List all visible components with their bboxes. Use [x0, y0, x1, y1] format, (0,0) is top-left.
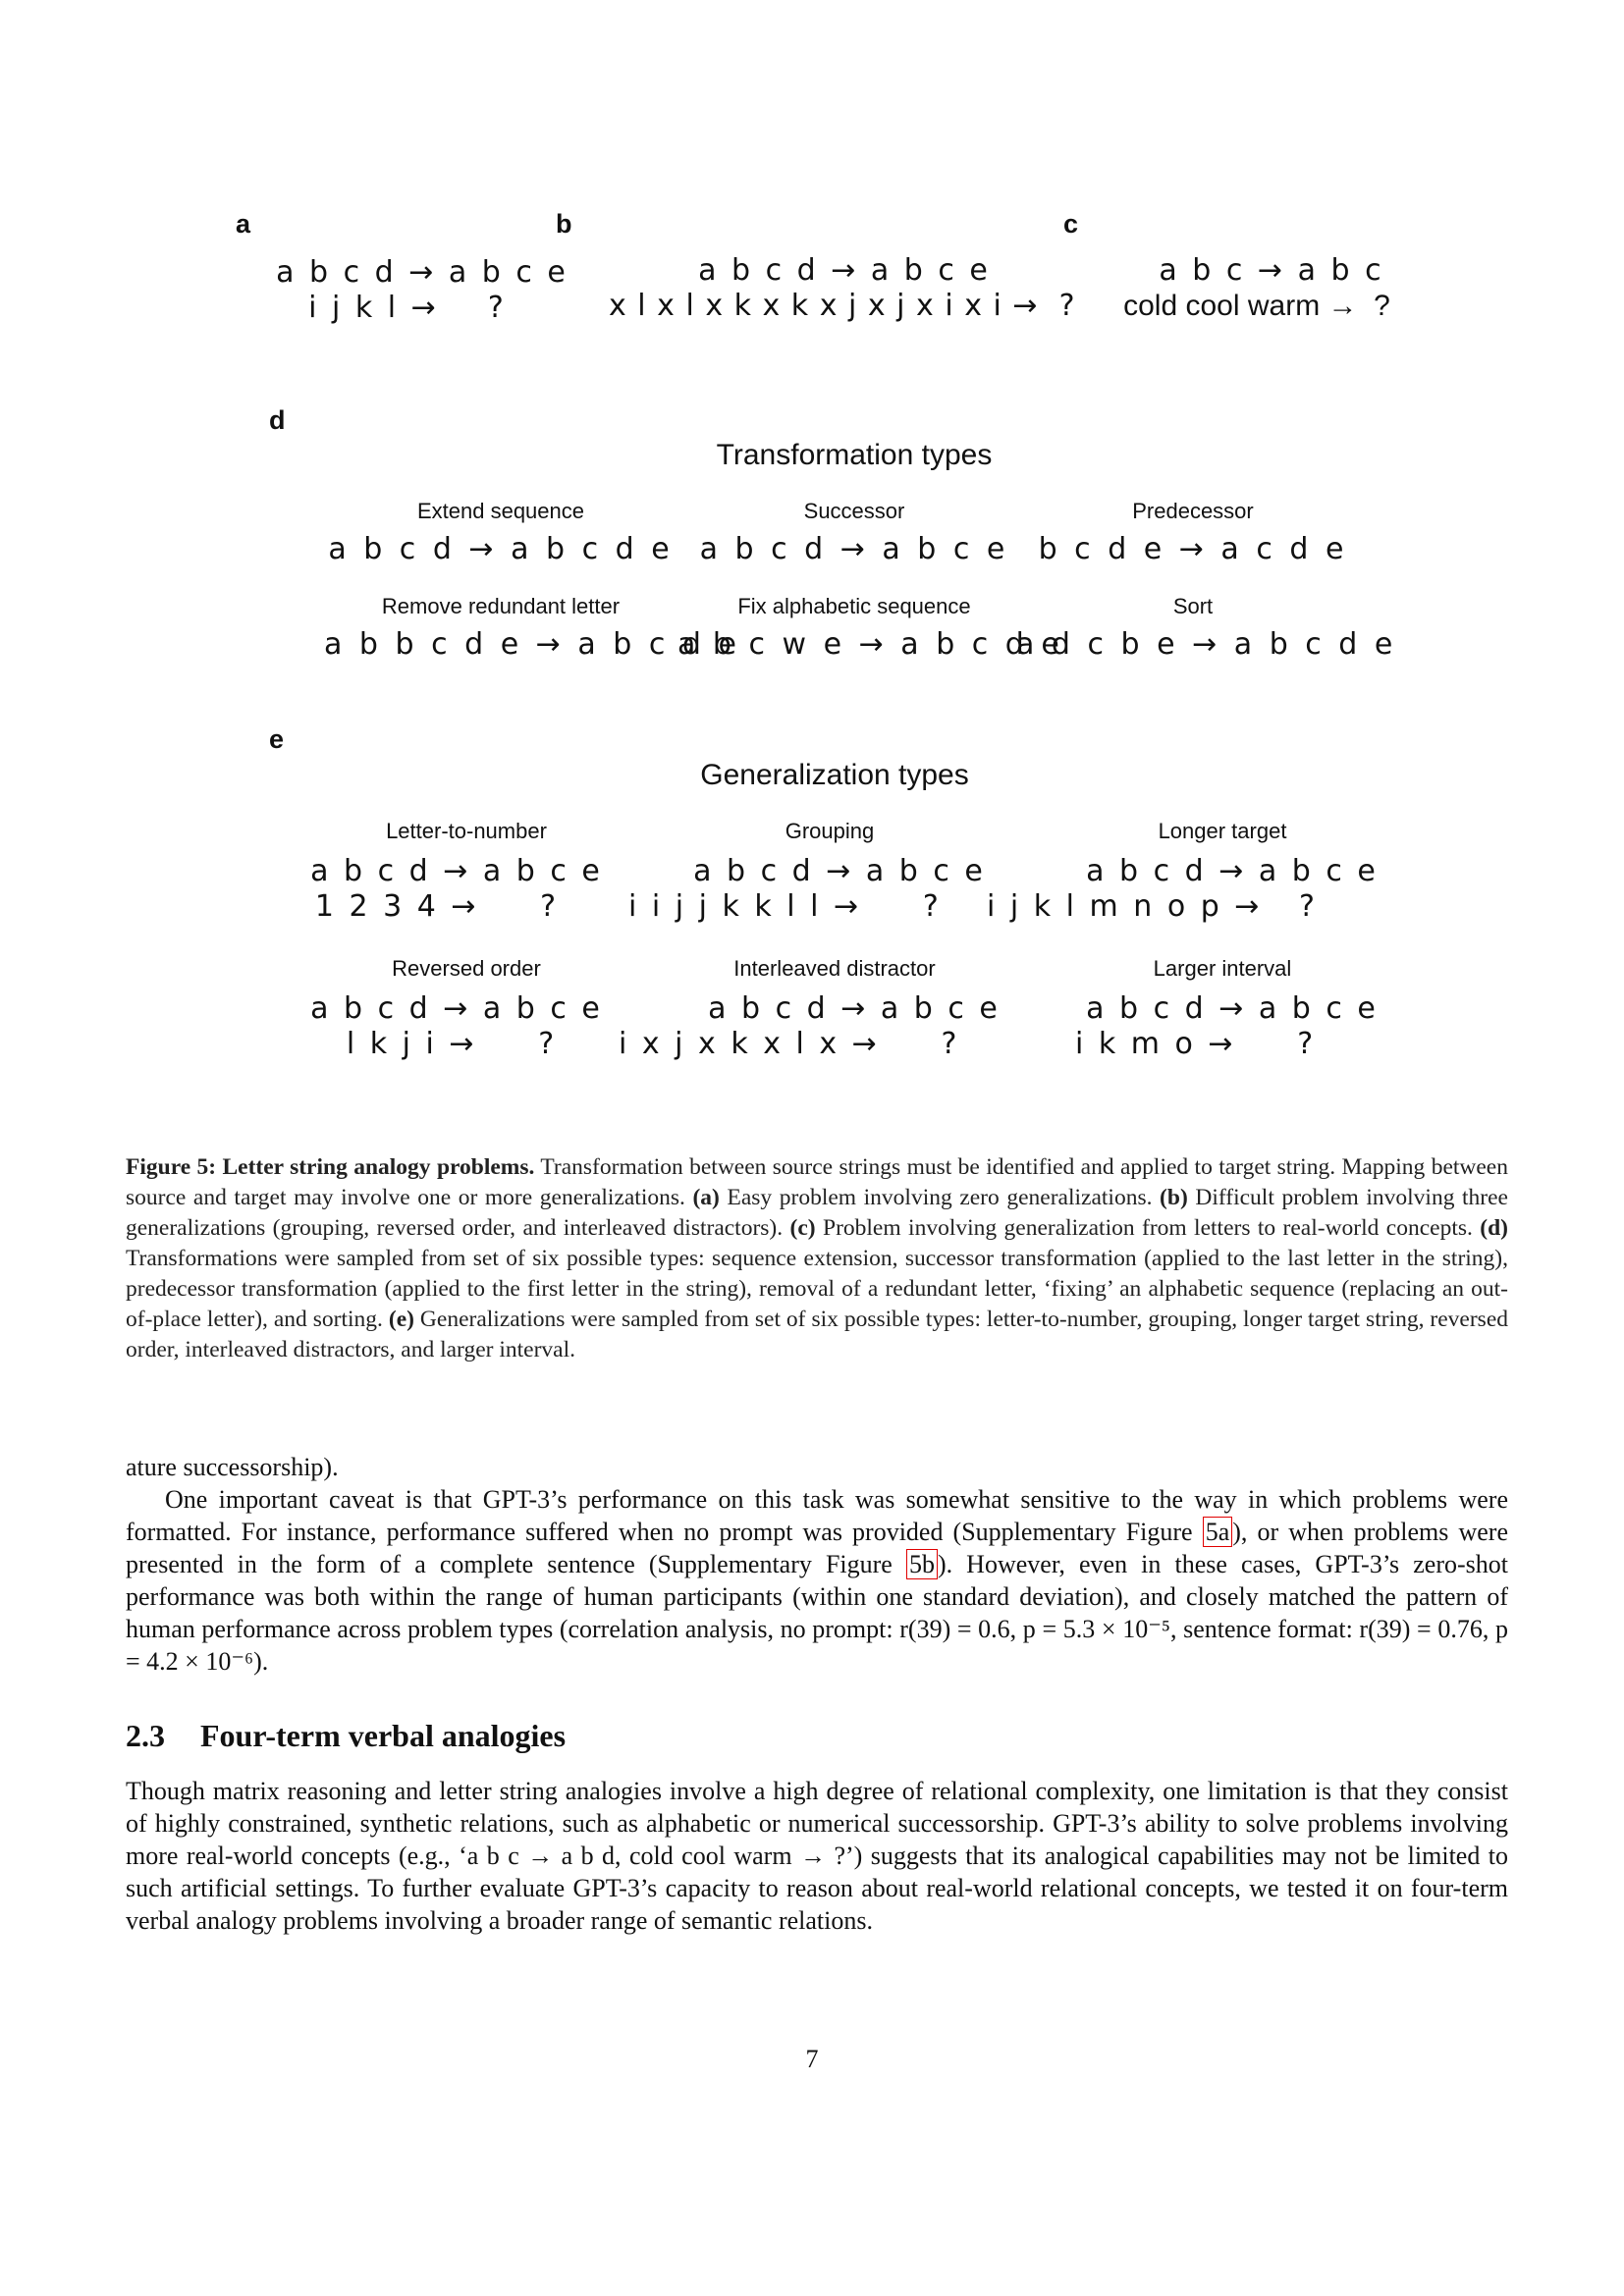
tf-example-extend: a b c d → a b c d e [328, 532, 674, 566]
section-title: Four-term verbal analogies [200, 1718, 567, 1753]
panel-c-target: cold cool warm → ? [1123, 290, 1390, 322]
gen-target-grouping: i i j j k k l l → ? [628, 889, 942, 924]
tf-example-successor: a b c d → a b c e [699, 532, 1009, 566]
panel-e-letter: e [269, 724, 285, 754]
gen-source-longer-target: a b c d → a b c e [1086, 854, 1379, 888]
tf-example-fix: a b c w e → a b c d e [677, 627, 1063, 662]
gen-source-interleaved: a b c d → a b c e [708, 991, 1001, 1026]
gen-label-interleaved: Interleaved distractor [733, 956, 936, 981]
gen-target-interleaved: i x j x k x l x → ? [619, 1027, 960, 1061]
gen-target-longer-target: i j k l m n o p → ? [987, 889, 1318, 924]
panel-a-source: a b c d → a b c e [276, 255, 568, 290]
tf-label-extend: Extend sequence [416, 499, 585, 523]
panel-a-target: i j k l → ? [308, 291, 507, 325]
gen-target-reversed: l k j i → ? [346, 1027, 558, 1061]
section-heading [126, 1718, 566, 1754]
panel-b-letter: b [556, 209, 572, 239]
gen-label-letter-to-number: Letter-to-number [386, 819, 547, 843]
gen-source-larger-interval: a b c d → a b c e [1086, 991, 1379, 1026]
body-paragraph-verbal: Though matrix reasoning and letter string analogies involve a high degree of relational complexity, one limitation is that they consist of highly constrained, synthetic relations, such as alphabetic or numerical successorship. GPT-3’s ability to solve problems involving more real-world concepts (e.g., ‘a b c → a b d, cold cool warm → ?’) suggests that its analogical capabilities may not be limited to such artificial settings. To further evaluate GPT-3’s capacity to reason about real-world relational concepts, we tested it on four-term verbal analogy problems involving a broader range of semantic relations. [126, 1777, 1508, 1935]
gen-source-letter-to-number: a b c d → a b c e [310, 854, 603, 888]
tf-label-remove: Remove redundant letter [381, 594, 621, 618]
supp-figure-5a-link[interactable]: 5a [1203, 1517, 1233, 1547]
tf-example-remove: a b b c d e → a b c d e [324, 627, 740, 662]
panel-e-title: Generalization types [700, 759, 969, 791]
gen-label-larger-interval: Larger interval [1153, 956, 1292, 981]
tf-label-sort: Sort [1172, 594, 1214, 618]
body-paragraph-caveat: One important caveat is that GPT-3’s performance on this task was somewhat sensitive to the way in which problems were formatted. For instance, performance suffered when no prompt was provided (Supplementary Figure 5a ), or when problems were presented in the form of a complete sentence (Supplementary Figure 5b ). However, even in these cases, GPT-3’s zero-shot performance was both within the range of human participants (within one standard deviation), and closely matched the pattern of human performance across problem types (correlation analysis, no prompt: r(39) = 0.6, p = 5.3 × 10⁻⁵, sentence format: r(39) = 0.76, p = 4.2 × 10⁻⁶). [126, 1485, 1508, 1676]
gen-label-longer-target: Longer target [1158, 819, 1287, 843]
page-number: 7 [805, 2045, 819, 2073]
panel-c-source: a b c → a b c [1159, 253, 1384, 288]
panel-d-title: Transformation types [716, 439, 993, 471]
tf-label-successor: Successor [803, 499, 905, 523]
panel-c-letter: c [1063, 209, 1079, 239]
figure-caption: Figure 5: Letter string analogy problems. Transformation between source strings must be identified and applied to target string. Mapping between source and target may involve one or more generalizations. (a) Easy problem involving zero generalizations. (b) Difficult problem involving three generalizations (grouping, reversed order, and interleaved distractors). (c) Problem involving generalization from letters to real-world concepts. (d) Transformations were sampled from set of six possible types: sequence extension, successor transformation (applied to the last letter in the string), predecessor transformation (applied to the first letter in the string), removal of a redundant letter, ‘fixing’ an alphabetic sequence (replacing an out-of-place letter), and sorting. (e) Generalizations were sampled from set of six possible types: letter-to-number, grouping, longer target string, reversed order, interleaved distractors, and larger interval. [126, 1154, 1508, 1362]
tf-label-fix: Fix alphabetic sequence [737, 594, 971, 618]
gen-label-reversed: Reversed order [392, 956, 541, 981]
panel-b-source: a b c d → a b c e [698, 253, 991, 288]
supp-figure-5b-link[interactable]: 5b [906, 1549, 938, 1579]
tf-example-predecessor: b c d e → a c d e [1038, 532, 1348, 566]
tf-example-sort: a d c b e → a b c d e [1016, 627, 1397, 662]
gen-source-reversed: a b c d → a b c e [310, 991, 603, 1026]
gen-target-larger-interval: i k m o → ? [1075, 1027, 1317, 1061]
panel-a-letter: a [236, 209, 251, 239]
panel-d-letter: d [269, 405, 286, 435]
gen-target-letter-to-number: 1 2 3 4 → ? [314, 889, 560, 924]
tf-label-predecessor: Predecessor [1132, 499, 1254, 523]
panel-b-target: x l x l x k x k x j x j x i x i → ? [609, 289, 1076, 323]
section-number: 2.3 [126, 1718, 165, 1753]
gen-label-grouping: Grouping [785, 819, 875, 843]
caption-lead: Figure 5: Letter string analogy problems. [126, 1154, 535, 1180]
body-paragraph-continued: ature successorship). [126, 1453, 339, 1481]
gen-source-grouping: a b c d → a b c e [693, 854, 986, 888]
